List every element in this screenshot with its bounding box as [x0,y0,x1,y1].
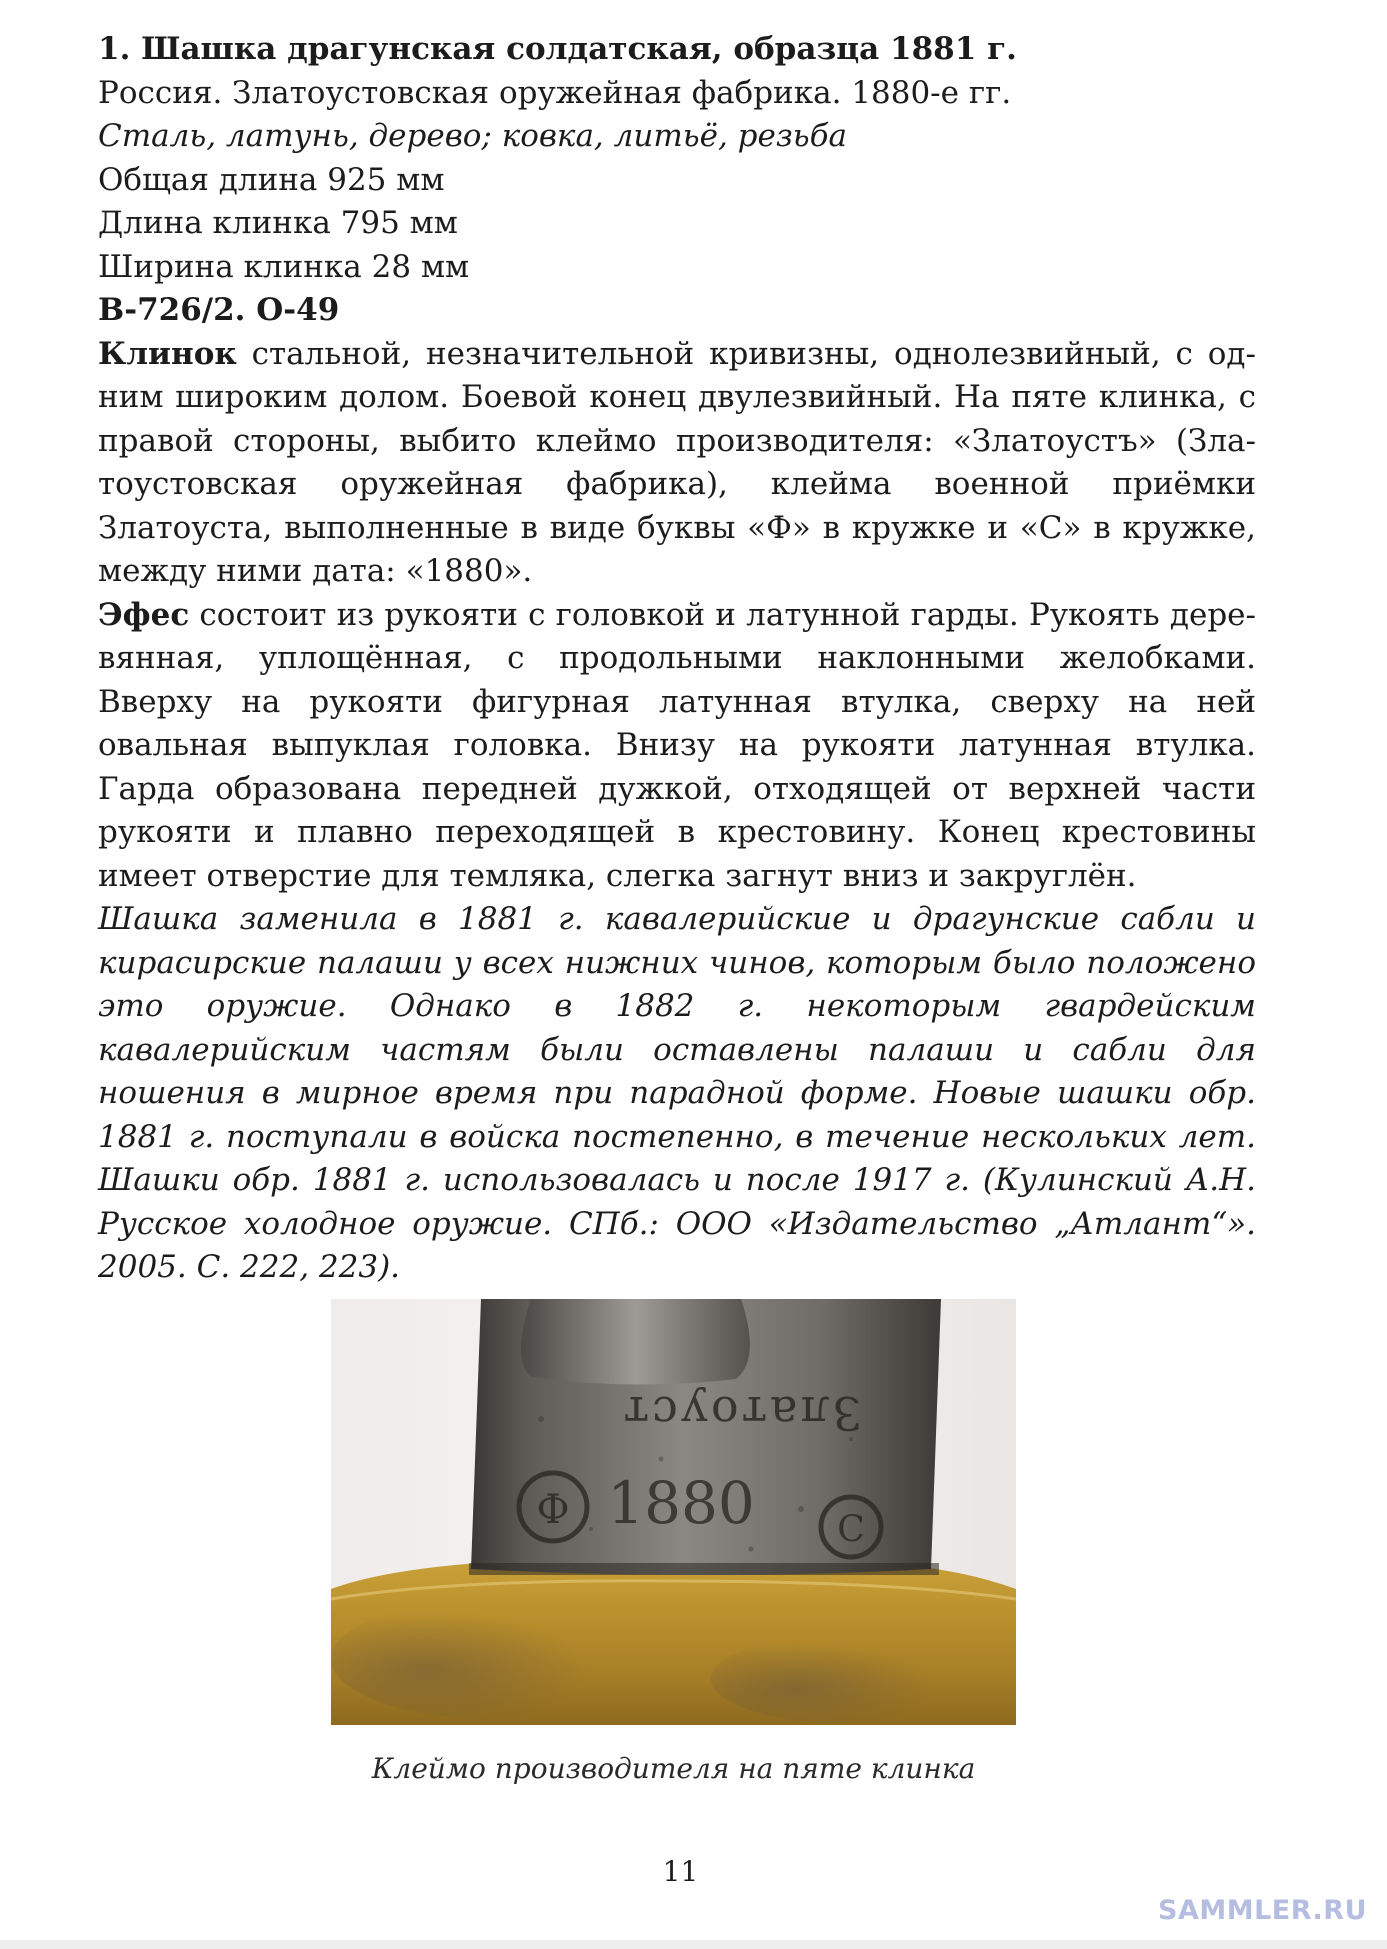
stamp-date: 1880 [607,1469,755,1537]
blade-guard-shadow [469,1563,939,1575]
page-number: 11 [662,1855,699,1888]
entry-blade-width: Ширина клинка 28 мм [98,248,470,285]
entry-blade-length: Длина клинка 795 мм [98,205,458,241]
blade-fuller [521,1299,750,1385]
blade-description [98,333,1256,594]
entry-title: 1. Шашка драгунская солдатская, образца 1881 г. [98,31,1017,67]
catalog-entry [98,28,1256,1290]
bottom-strip [0,1940,1387,1949]
guard-patina [711,1634,991,1724]
entry-materials: Сталь, латунь, дерево; ковка, литьё, резьба [98,118,848,154]
site-watermark: SAMMLER.RU [1158,1895,1367,1926]
hilt-text: состоит из рукояти с головкой и латунной гарды. Рукоять деревянная, уплощённая, с продольными наклонными желобками. Вверху на рукояти фигурная латунная втулка, сверху на ней овальная выпуклая головка. Внизу на рукояти латунная втулка. Гарда образована передней дужкой, отходящей от верхней части рукояти и плавно переходящей в крестовину. Конец крестовины имеет отверстие для темляка, слегка загнут вниз и закруглён. [98,596,1256,894]
blade-stamp-photo [331,1299,1016,1725]
stamp-letter-f: Ф [536,1487,570,1533]
blade-term: Клинок [98,335,237,372]
entry-inventory-number: В-726/2. О-49 [98,292,340,328]
hilt-term: Эфес [98,596,190,633]
entry-origin: Россия. Златоустовская оружейная фабрика. 1880-е гг. [98,74,1012,111]
blade-text: стальной, незначительной кривизны, однолезвийный, с одним широким долом. Боевой конец двулезвийный. На пяте клинка, с правой стороны, выбито клеймо производителя: «Златоустъ» (Златоустовская оружейная фабрика), клейма военной приёмки Златоуста, выполненные в виде буквы «Ф» в кружке и «С» в кружке, между ними дата: «1880». [98,335,1256,589]
guard-patina [331,1599,651,1719]
historical-note: Шашка заменила в 1881 г. кавалерийские и драгунские сабли и кирасирские палаши у всех нижних чинов, которым было положено это оружие. Однако в 1882 г. некоторым гвардейским кавалерийским частям были оставлены палаши и сабли для ношения в мирное время при парадной форме. Новые шашки обр. 1881 г. поступали в войска постепенно, в течение нескольких лет. Шашки обр. 1881 г. использовалась и после 1917 г. (Кулинский А.Н. Русское холодное оружие. СПб.: ООО «Издательство „Атлант“». 2005. С. 222, 223). [98,901,1256,1285]
stamp-letter-s: С [837,1509,865,1550]
entry-total-length: Общая длина 925 мм [98,161,445,198]
photo-caption: Клеймо производителя на пяте клинка [371,1752,976,1785]
hilt-description [98,594,1256,899]
stamp-inscription: Златоуст [620,1386,862,1440]
